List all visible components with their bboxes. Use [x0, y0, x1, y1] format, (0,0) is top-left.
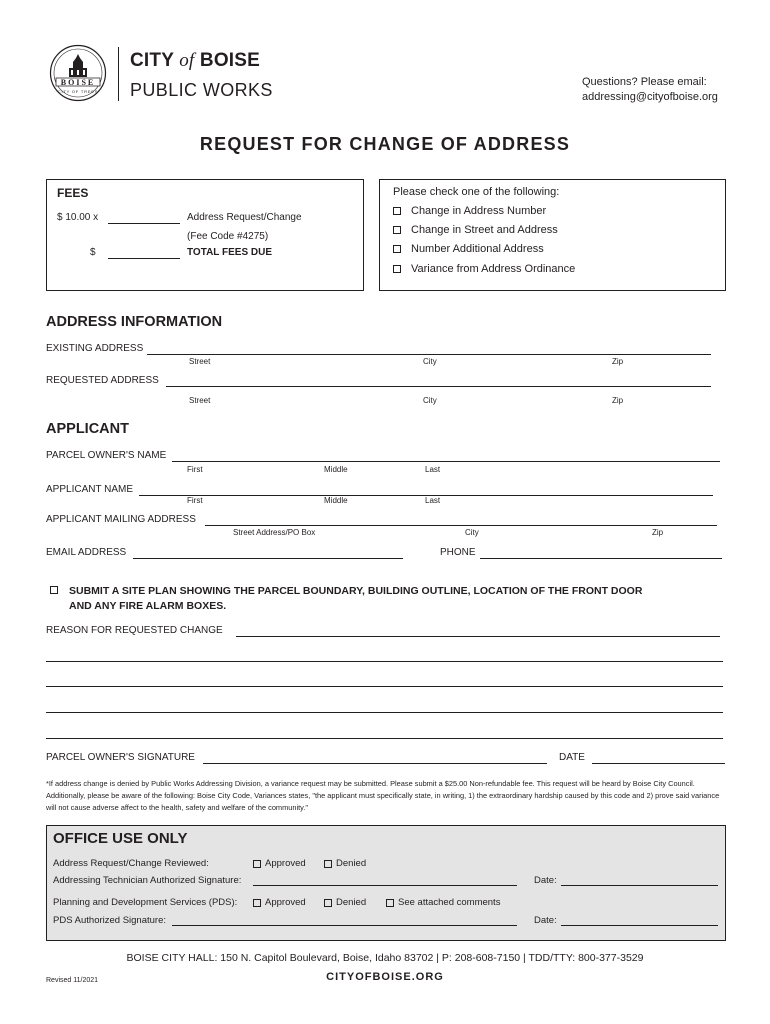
mailing-address-field[interactable]	[205, 525, 717, 526]
existing-address-label: EXISTING ADDRESS	[46, 343, 144, 354]
email-address-label: EMAIL ADDRESS	[46, 547, 127, 558]
option-variance-from-ordinance[interactable]	[393, 263, 575, 275]
reason-field-line-4[interactable]	[46, 712, 723, 713]
checkbox[interactable]	[253, 899, 261, 907]
owner-signature-field[interactable]	[203, 763, 547, 764]
phone-field[interactable]	[480, 558, 722, 559]
reason-label: REASON FOR REQUESTED CHANGE	[46, 625, 223, 636]
option-label: Denied	[336, 897, 367, 908]
owner-middle-caption: Middle	[324, 465, 348, 474]
mailing-address-label: APPLICANT MAILING ADDRESS	[46, 514, 196, 525]
brand-boise: BOISE	[199, 50, 261, 71]
option-label: Approved	[265, 897, 306, 908]
parcel-owner-name-label: PARCEL OWNER'S NAME	[46, 450, 167, 461]
signature-date-label: DATE	[559, 752, 585, 763]
email-address-field[interactable]	[133, 558, 403, 559]
fee-code-label: (Fee Code #4275)	[187, 231, 269, 242]
brand-of: of	[179, 50, 195, 71]
option-label: Number Additional Address	[411, 243, 544, 255]
checkbox[interactable]	[393, 245, 401, 253]
option-label: Approved	[265, 858, 306, 869]
office-use-box	[46, 825, 726, 941]
site-plan-text	[69, 584, 642, 614]
change-type-box	[379, 179, 726, 291]
revision-date: Revised 11/2021	[46, 977, 99, 984]
existing-street-caption: Street	[189, 357, 211, 366]
parcel-owner-name-field[interactable]	[172, 461, 720, 462]
variance-disclaimer: *If address change is denied by Public Works Addressing Division, a variance request may be submitted. Please submit a $25.00 Non-refundable fee. This request will be heard by Boise City Council. Additionally, please be aware of the following: Boise City Code, Variances states, "the applicant must specifically state, in writing, 1) the extraordinary hardship caused by this code and 2) prove said variance will not cause adverse affect to the health, safety and welfare of the community."	[46, 779, 720, 812]
requested-zip-caption: Zip	[612, 396, 624, 405]
tech-signature-field[interactable]	[253, 885, 517, 886]
applicant-last-caption: Last	[425, 496, 441, 505]
seal-bottom-text: CITY OF TREES	[57, 89, 99, 94]
total-dollar-sign: $	[90, 247, 96, 258]
applicant-name-label: APPLICANT NAME	[46, 484, 134, 495]
header-divider	[118, 47, 119, 101]
applicant-first-caption: First	[187, 496, 203, 505]
site-plan-line-2: AND ANY FIRE ALARM BOXES.	[69, 600, 227, 612]
requested-address-label: REQUESTED ADDRESS	[46, 375, 159, 386]
option-label: Change in Address Number	[411, 205, 547, 217]
fee-item-label: Address Request/Change	[187, 212, 302, 223]
applicant-heading: APPLICANT	[46, 421, 129, 437]
requested-city-caption: City	[423, 396, 437, 405]
brand-public-works: PUBLIC WORKS	[130, 80, 273, 100]
owner-last-caption: Last	[425, 465, 441, 474]
city-website[interactable]: CITYOFBOISE.ORG	[326, 971, 444, 983]
mailing-street-caption: Street Address/PO Box	[233, 528, 316, 537]
checkbox[interactable]	[393, 207, 401, 215]
pds-denied-option[interactable]	[324, 897, 366, 908]
pds-date-label: Date:	[534, 915, 557, 926]
reviewed-label: Address Request/Change Reviewed:	[53, 858, 209, 869]
checkbox[interactable]	[253, 860, 261, 868]
city-seal-logo	[49, 44, 107, 102]
reason-field-line-3[interactable]	[46, 686, 723, 687]
site-plan-line-1: SUBMIT A SITE PLAN SHOWING THE PARCEL BOUNDARY, BUILDING OUTLINE, LOCATION OF THE FRONT DOOR	[69, 585, 643, 597]
existing-address-field[interactable]	[147, 354, 711, 355]
fees-heading: FEES	[57, 186, 89, 200]
requested-street-caption: Street	[189, 396, 211, 405]
pds-label: Planning and Development Services (PDS):	[53, 897, 238, 908]
option-change-street-and-address[interactable]	[393, 224, 558, 236]
applicant-middle-caption: Middle	[324, 496, 348, 505]
pds-signature-field[interactable]	[172, 925, 517, 926]
mailing-zip-caption: Zip	[652, 528, 664, 537]
option-label: Denied	[336, 858, 367, 869]
option-label: See attached comments	[398, 897, 501, 908]
signature-date-field[interactable]	[592, 763, 725, 764]
mailing-city-caption: City	[465, 528, 479, 537]
pds-see-attached-option[interactable]	[386, 897, 500, 908]
change-type-heading: Please check one of the following:	[393, 186, 560, 198]
reviewed-denied-option[interactable]	[324, 858, 366, 869]
reason-field-line-5[interactable]	[46, 738, 723, 739]
owner-first-caption: First	[187, 465, 203, 474]
tech-date-field[interactable]	[561, 885, 718, 886]
seal-top-text: BOISE	[60, 78, 96, 87]
total-fees-field[interactable]	[108, 258, 180, 259]
owner-signature-label: PARCEL OWNER'S SIGNATURE	[46, 752, 195, 763]
total-fees-label: TOTAL FEES DUE	[187, 247, 273, 258]
site-plan-checkbox[interactable]	[50, 586, 58, 594]
contact-block	[582, 75, 718, 105]
contact-email[interactable]: addressing@cityofboise.org	[582, 91, 718, 103]
checkbox[interactable]	[386, 899, 394, 907]
reason-field-line-2[interactable]	[46, 661, 723, 662]
checkbox[interactable]	[324, 860, 332, 868]
tech-signature-label: Addressing Technician Authorized Signature:	[53, 875, 242, 886]
reviewed-approved-option[interactable]	[253, 858, 306, 869]
checkbox[interactable]	[393, 265, 401, 273]
phone-label: PHONE	[440, 547, 476, 558]
existing-city-caption: City	[423, 357, 437, 366]
brand-city: CITY	[130, 50, 174, 71]
tech-date-label: Date:	[534, 875, 557, 886]
option-label: Variance from Address Ordinance	[411, 263, 576, 275]
city-hall-contact: BOISE CITY HALL: 150 N. Capitol Boulevard, Boise, Idaho 83702 | P: 208-608-7150 | TDD/TTY: 800-377-3529	[126, 952, 644, 964]
checkbox[interactable]	[324, 899, 332, 907]
address-info-heading: ADDRESS INFORMATION	[46, 314, 223, 330]
reason-field-line-1[interactable]	[236, 636, 720, 637]
existing-zip-caption: Zip	[612, 357, 624, 366]
pds-date-field[interactable]	[561, 925, 718, 926]
form-title: REQUEST FOR CHANGE OF ADDRESS	[199, 134, 571, 154]
questions-text: Questions? Please email:	[582, 76, 707, 88]
fees-box	[46, 179, 364, 291]
pds-approved-option[interactable]	[253, 897, 306, 908]
requested-address-field[interactable]	[166, 386, 711, 387]
fee-amount-label: $ 10.00 x	[57, 212, 99, 223]
option-label: Change in Street and Address	[411, 224, 558, 236]
checkbox[interactable]	[393, 226, 401, 234]
brand-city-of-boise	[130, 50, 260, 72]
fee-quantity-field[interactable]	[108, 223, 180, 224]
pds-signature-label: PDS Authorized Signature:	[53, 915, 167, 926]
office-use-heading: OFFICE USE ONLY	[53, 830, 188, 847]
option-number-additional-address[interactable]	[393, 243, 544, 255]
option-change-address-number[interactable]	[393, 205, 546, 217]
